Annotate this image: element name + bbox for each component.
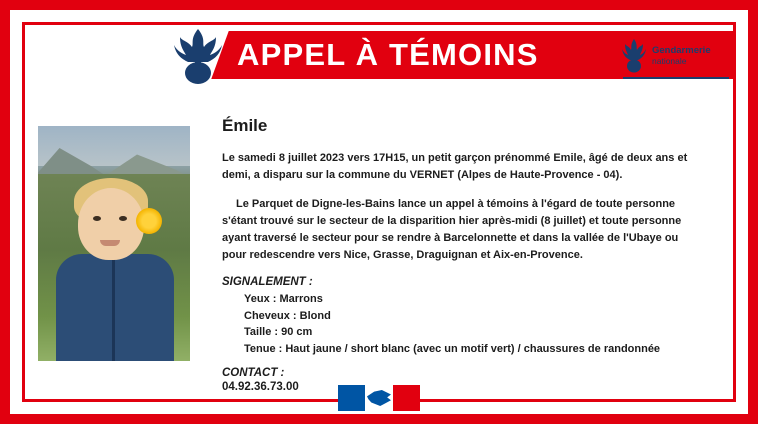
logo-line-2: nationale	[652, 55, 687, 66]
flag-white-band	[365, 385, 393, 411]
paragraph-appeal: Le Parquet de Digne-les-Bains lance un appel à témoins à l'égard de toute personne s'étant trouvé sur le secteur de la disparition hier après-midi (8 juillet) et toute personne ayant traversé le secteur pour se rendre à Barcelonnette et dans la vallée de l'Ubaye ou pour redescendre vers Nice, Grasse, Draguignan et Aix-en-Provence.	[222, 198, 682, 262]
frame-border-bottom	[0, 414, 758, 424]
list-item: Cheveux : Blond	[244, 309, 331, 322]
paragraph-disappearance: Le samedi 8 juillet 2023 vers 17H15, un petit garçon prénommé Emile, âgé de deux ans et demi, a disparu sur la commune du VERNET (Alpes de Haute-Provence - 04).	[222, 152, 688, 182]
frame-border-left	[0, 0, 10, 424]
frame-inner-line-right	[733, 22, 736, 402]
logo-text	[652, 46, 711, 67]
list-item: Taille : 90 cm	[244, 326, 313, 339]
gendarmerie-nationale-logo	[621, 33, 729, 79]
poster-header	[25, 25, 733, 87]
poster-content	[222, 116, 694, 393]
photo-child-body	[56, 254, 174, 361]
gendarmerie-mark-icon	[621, 38, 647, 74]
frame-border-top	[0, 0, 758, 10]
list-item: Tenue : Haut jaune / short blanc (avec un motif vert) / chaussures de randonnée	[244, 342, 661, 355]
contact-heading: CONTACT :	[222, 367, 285, 380]
french-flag-logo	[338, 385, 420, 411]
photo-child-head	[78, 188, 144, 260]
flag-red-band	[393, 385, 420, 411]
photo-child-zipper	[112, 258, 115, 361]
page-title: APPEL À TÉMOINS	[237, 37, 539, 72]
flag-blue-band	[338, 385, 365, 411]
gendarmerie-flame-icon	[170, 27, 226, 85]
list-item: Yeux : Marrons	[244, 293, 323, 306]
photo-flower	[136, 208, 162, 234]
logo-line-1: Gendarmerie	[652, 44, 711, 56]
child-name: Émile	[222, 116, 268, 135]
missing-child-photo	[38, 126, 190, 361]
photo-child-mouth	[100, 240, 120, 246]
contact-phone-number: 04.92.36.73.00	[222, 381, 299, 394]
signalement-list	[222, 291, 694, 357]
photo-child-eye-right	[119, 216, 127, 221]
signalement-heading: SIGNALEMENT :	[222, 276, 313, 289]
frame-border-right	[748, 0, 758, 424]
marianne-icon	[367, 390, 391, 406]
photo-child-eye-left	[93, 216, 101, 221]
logo-underline	[623, 77, 729, 79]
